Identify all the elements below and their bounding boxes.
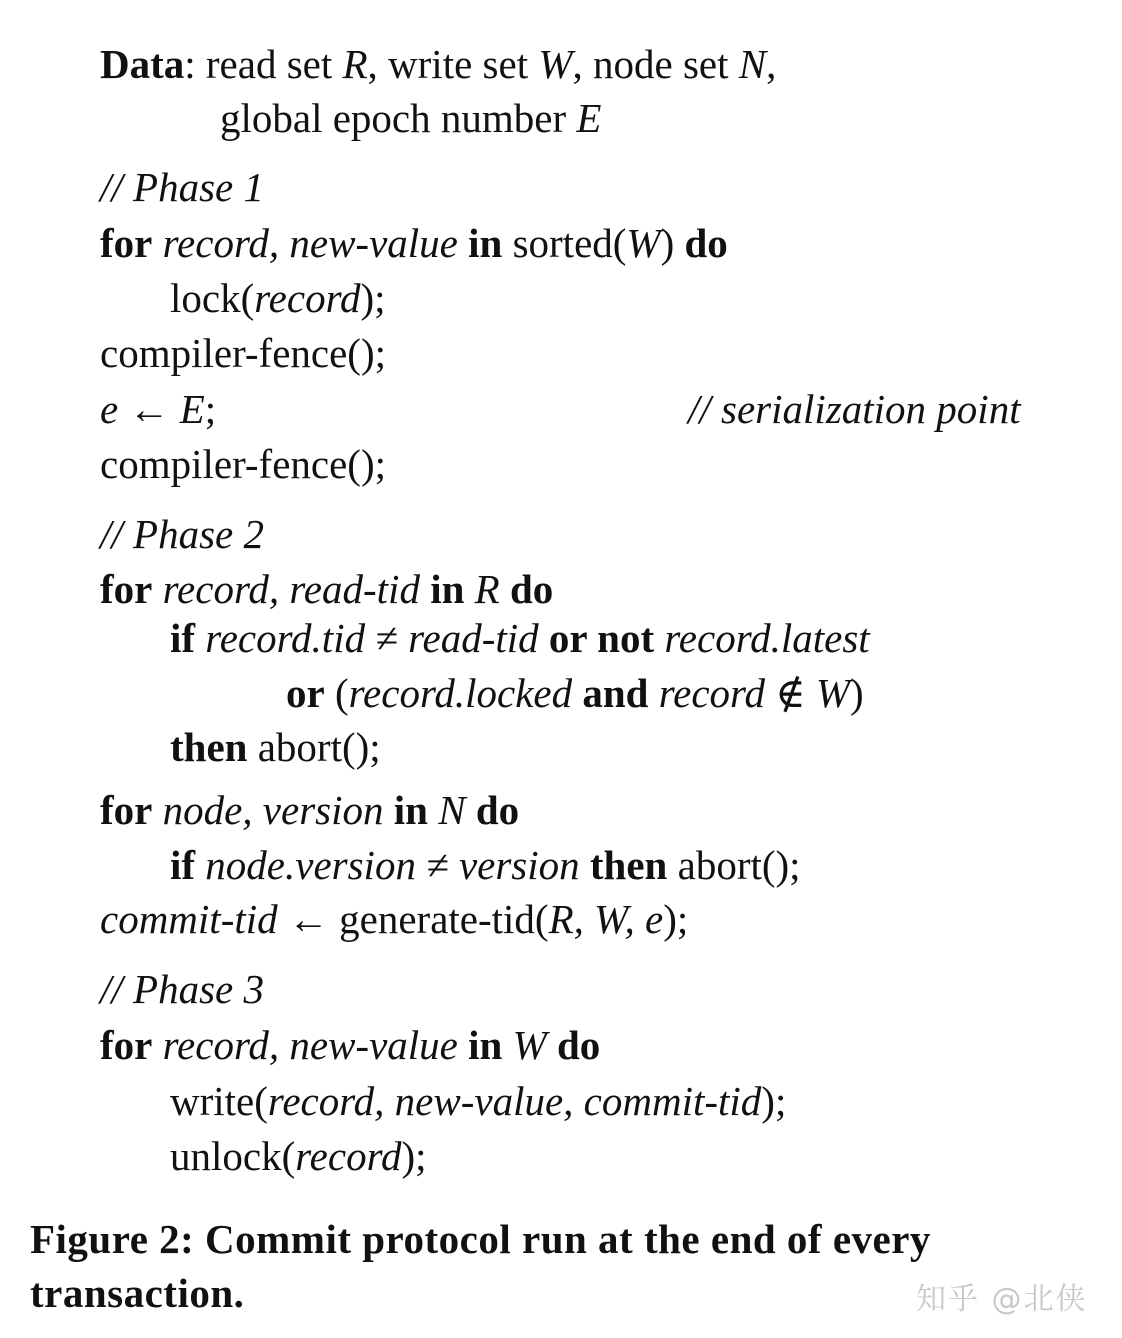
node-set-symbol: N xyxy=(738,41,767,87)
condition: record ∉ W xyxy=(658,670,850,716)
set-symbol: R xyxy=(464,566,510,612)
watermark: 知乎 @北侠 xyxy=(916,1282,1088,1317)
figure-caption-line-1: Figure 2: Commit protocol run at the end of every xyxy=(30,1216,931,1262)
epoch-assign-line xyxy=(100,385,216,433)
assign-arrow: ← xyxy=(118,386,180,432)
condition: record.latest xyxy=(654,615,870,661)
in-keyword: in xyxy=(468,220,503,266)
phase2-comment: // Phase 2 xyxy=(100,511,264,557)
phase2-for-line xyxy=(100,565,553,613)
loop-vars: record, read-tid xyxy=(152,566,431,612)
set-symbol: N xyxy=(427,787,476,833)
read-set-symbol: R xyxy=(342,41,368,87)
write-line xyxy=(170,1077,786,1125)
write-close: ); xyxy=(761,1078,787,1124)
data-text: , node set xyxy=(572,41,739,87)
condition: record.locked xyxy=(348,670,573,716)
abort-call: abort(); xyxy=(247,724,381,770)
node-if-line xyxy=(170,841,801,889)
sorted-arg: W xyxy=(626,220,661,266)
phase1-comment: // Phase 1 xyxy=(100,164,264,210)
lock-close: ); xyxy=(360,275,386,321)
sorted-fn: sorted( xyxy=(502,220,627,266)
not-keyword: not xyxy=(586,615,655,661)
paren: ) xyxy=(850,670,864,716)
validation-then-line xyxy=(170,723,381,771)
lock-line xyxy=(170,274,386,322)
paren: ( xyxy=(324,670,349,716)
write-set-symbol: W xyxy=(538,41,573,87)
local-epoch-var: e xyxy=(100,386,119,432)
phase3-comment: // Phase 3 xyxy=(100,966,264,1012)
validation-or-line xyxy=(286,669,864,717)
for-keyword: for xyxy=(100,220,153,266)
serialization-point-comment: // serialization point xyxy=(688,386,1021,432)
validation-if-line xyxy=(170,614,870,662)
data-declaration-line-2 xyxy=(220,94,601,142)
generate-tid-close: ); xyxy=(663,896,689,942)
generate-tid-fn: generate-tid( xyxy=(339,896,549,942)
data-text: : read set xyxy=(184,41,343,87)
data-text: global epoch number xyxy=(220,95,577,141)
data-keyword: Data xyxy=(100,41,185,87)
compiler-fence-line-2: compiler-fence(); xyxy=(100,441,386,487)
figure-caption-line-2: transaction. xyxy=(30,1270,245,1316)
semicolon: ; xyxy=(204,386,217,432)
set-symbol: W xyxy=(502,1022,557,1068)
or-keyword: or xyxy=(286,670,325,716)
condition: node.version ≠ version xyxy=(195,842,590,888)
then-keyword: then xyxy=(589,842,668,888)
in-keyword: in xyxy=(393,787,428,833)
commit-tid-line xyxy=(100,895,688,943)
in-keyword: in xyxy=(468,1022,503,1068)
unlock-fn: unlock( xyxy=(170,1133,296,1179)
data-text: , write set xyxy=(367,41,539,87)
generate-tid-args: R, W, e xyxy=(548,896,664,942)
write-args: record, new-value, commit-tid xyxy=(267,1078,762,1124)
compiler-fence-line-1: compiler-fence(); xyxy=(100,330,386,376)
assign-arrow: ← xyxy=(277,896,340,942)
for-keyword: for xyxy=(100,1022,153,1068)
do-keyword: do xyxy=(475,787,520,833)
loop-vars: record, new-value xyxy=(152,1022,469,1068)
loop-vars: node, version xyxy=(152,787,394,833)
phase1-for-line xyxy=(100,219,728,267)
node-for-line xyxy=(100,786,519,834)
sorted-close: ) xyxy=(660,220,685,266)
epoch-symbol: E xyxy=(576,95,602,141)
and-keyword: and xyxy=(572,670,659,716)
for-keyword: for xyxy=(100,566,153,612)
then-keyword: then xyxy=(170,724,248,770)
do-keyword: do xyxy=(556,1022,601,1068)
phase3-for-line xyxy=(100,1021,600,1069)
write-fn: write( xyxy=(170,1078,268,1124)
unlock-close: ); xyxy=(401,1133,427,1179)
lock-arg: record xyxy=(254,275,361,321)
if-keyword: if xyxy=(170,842,196,888)
loop-vars: record, new-value xyxy=(152,220,469,266)
unlock-line xyxy=(170,1132,427,1180)
do-keyword: do xyxy=(684,220,728,266)
condition: record.tid ≠ read-tid xyxy=(195,615,549,661)
for-keyword: for xyxy=(100,787,153,833)
abort-call: abort(); xyxy=(667,842,801,888)
data-text: , xyxy=(766,41,777,87)
or-keyword: or xyxy=(548,615,587,661)
global-epoch-var: E xyxy=(179,386,205,432)
commit-tid-var: commit-tid xyxy=(100,896,278,942)
do-keyword: do xyxy=(509,566,554,612)
if-keyword: if xyxy=(170,615,196,661)
data-declaration-line xyxy=(100,40,776,88)
in-keyword: in xyxy=(430,566,465,612)
lock-fn: lock( xyxy=(170,275,255,321)
unlock-arg: record xyxy=(295,1133,402,1179)
